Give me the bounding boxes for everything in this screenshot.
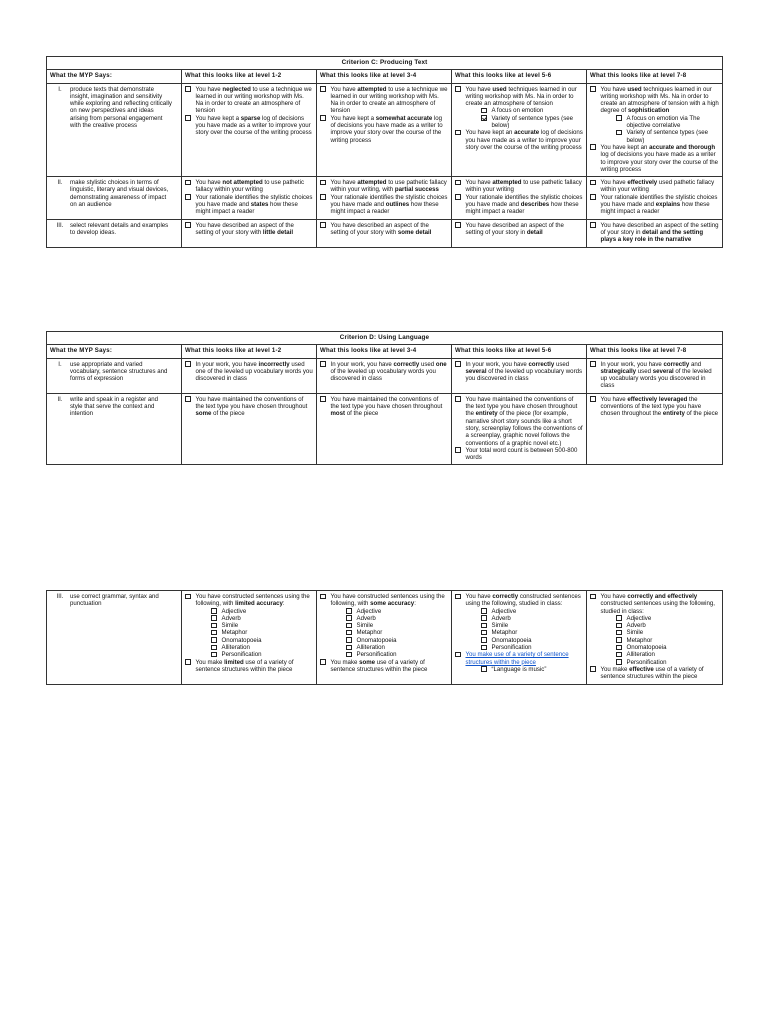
checklist-item [455,666,583,673]
checkbox-icon[interactable] [455,222,461,228]
checkbox-icon[interactable] [481,645,487,651]
strand-text: select relevant details and examples to develop ideas. [70,221,169,236]
checklist-item [455,608,583,615]
level-cell [452,177,587,219]
criterion-description [47,393,182,465]
checklist-text: Personification [221,651,262,659]
checklist-text: Adjective [356,607,382,615]
checkbox-icon[interactable] [320,180,326,186]
level-cell [182,219,317,247]
criterion-description [47,177,182,219]
criterion-c-table [46,56,723,248]
checkbox-icon[interactable] [211,615,217,621]
checklist-item [320,179,448,194]
checkbox-icon[interactable] [616,659,622,665]
checklist-text: You have used techniques learned in our writing workshop with Ms. Na in order to create an atmosphere of tension [465,85,577,108]
checklist-text: Personification [626,658,667,666]
checkbox-icon[interactable] [481,108,487,114]
checkbox-icon[interactable] [590,666,596,672]
checklist-text: You have described an aspect of the setting of your story with some detail [330,221,432,236]
checklist-item [185,615,313,622]
checklist-item [455,629,583,636]
level-cell [182,591,317,685]
checkbox-icon[interactable] [185,222,191,228]
checklist-text: You have kept a sparse log of decisions you have made as a writer to improve your story over the course of the writing process [195,114,312,137]
table-row [47,358,723,393]
checkbox-icon[interactable] [481,666,487,672]
checklist-item [590,194,719,216]
checklist-text: Personification [356,651,397,659]
checklist-text: Personification [491,644,532,652]
checklist-text: Alliteration [626,651,655,659]
checkbox-icon[interactable] [346,637,352,643]
checklist-text: You have correctly and effectively constructed sentences using the following, studied in class: [600,593,715,615]
checklist-item [455,644,583,651]
table-title: Criterion C: Producing Text [47,57,723,70]
criterion-description [47,358,182,393]
checkbox-icon[interactable] [185,86,191,92]
checkbox-icon[interactable] [616,115,622,121]
checkbox-icon[interactable] [185,194,191,200]
checklist-item [590,593,719,615]
checklist-item [185,194,313,216]
table-row [47,83,723,177]
checklist-item [455,622,583,629]
checklist-text: You make limited use of a variety of sentence structures within the piece [195,658,294,673]
checkbox-icon[interactable] [481,608,487,614]
checklist-item [320,622,448,629]
checkbox-icon[interactable] [320,222,326,228]
criterion-d-table [46,331,723,465]
strand-number: III. [56,593,64,600]
level-cell [182,393,317,465]
level-cell [587,219,723,247]
checkbox-icon[interactable] [346,615,352,621]
checklist-text: You have not attempted to use pathetic fallacy within your writing [195,179,305,194]
checklist-text: Adverb [356,614,376,622]
strand-text: use appropriate and varied vocabulary, sentence structures and forms of expression [70,360,168,383]
checklist-item [185,644,313,651]
checkbox-icon[interactable] [185,180,191,186]
checklist-item [320,593,448,608]
table-row [47,177,723,219]
level-cell [317,83,452,177]
checklist-item [185,115,313,137]
checklist-item [455,637,583,644]
checklist-item [590,361,719,390]
checkbox-icon[interactable] [616,630,622,636]
checklist-text: You have described an aspect of the setting of your story with little detail [195,221,294,236]
checkbox-icon[interactable] [481,623,487,629]
checkbox-icon[interactable] [211,652,217,658]
checkbox-icon[interactable] [185,594,191,600]
checklist-item [455,593,583,608]
checklist-text: In your work, you have incorrectly used one of the leveled up vocabulary words you discovered in class [195,360,313,383]
criterion-description [47,83,182,177]
checklist-item [455,615,583,622]
checkbox-icon[interactable] [616,623,622,629]
table-row [47,393,723,465]
checkbox-icon[interactable] [346,630,352,636]
checklist-text: Simile [356,622,374,630]
checklist-item [320,115,448,144]
checklist-text: Your rationale identifies the stylistic choices you have made and states how these might impact a reader [195,193,313,216]
level-cell [317,591,452,685]
checklist-item [590,129,719,144]
checklist-item [590,637,719,644]
checklist-text: Adverb [491,614,511,622]
checklist-item [590,651,719,658]
checklist-item [455,651,583,666]
checkbox-icon[interactable] [455,180,461,186]
checklist-item [320,222,448,237]
checklist-text: Alliteration [221,644,250,652]
checklist-item [455,179,583,194]
checkbox-icon[interactable] [211,645,217,651]
column-header: What this looks like at level 5-6 [452,70,587,83]
checklist-text: Metaphor [221,629,248,637]
checklist-text: You have maintained the conventions of the text type you have chosen throughout the entirety of the piece (for example, narrative short story sounds like a short story, screenplay follows the conventions of a screenplay, graphic novel follows the conventions of a graphic novel etc.) [465,395,583,447]
level-cell [452,393,587,465]
checklist-item [185,593,313,608]
checklist-text: “Language is music” [491,665,547,673]
checklist-item [590,615,719,622]
checklist-item [455,129,583,151]
checklist-item [185,651,313,658]
checkbox-icon[interactable] [590,361,596,367]
checklist-item [320,644,448,651]
checklist-item [590,622,719,629]
table-row [47,219,723,247]
level-cell [587,393,723,465]
checkbox-icon[interactable] [346,623,352,629]
criterion-d-continued-table [46,590,723,685]
checklist-text: You have described an aspect of the setting of your story in detail and the setting plays a key role in the narrative [600,221,719,244]
checklist-text: A focus on emotion via The objective correlative [626,114,700,130]
checklist-item [590,115,719,130]
column-header: What this looks like at level 1-2 [182,70,317,83]
level-cell [587,591,723,685]
checkbox-icon[interactable] [616,130,622,136]
level-cell [452,83,587,177]
strand-number: II. [57,179,63,187]
checkbox-icon[interactable] [455,396,461,402]
checkbox-icon[interactable] [455,194,461,200]
checkbox-icon[interactable] [590,86,596,92]
column-header: What the MYP Says: [47,70,182,83]
checklist-text: You have constructed sentences using the following, with limited accuracy: [195,593,310,608]
checkbox-icon[interactable] [346,645,352,651]
checkbox-icon[interactable] [455,652,461,658]
checkbox-icon[interactable] [211,637,217,643]
level-cell [317,358,452,393]
checklist-item [590,86,719,115]
checklist-text: Metaphor [491,629,518,637]
checklist-item [455,107,583,114]
checklist-item [590,144,719,173]
checklist-text: You make use of a variety of sentence structures within the piece [465,651,569,666]
level-cell [182,358,317,393]
checklist-text: Simile [626,629,644,637]
checklist-item [320,629,448,636]
checkbox-icon[interactable] [616,652,622,658]
column-header: What this looks like at level 5-6 [452,345,587,358]
checkbox-icon[interactable] [481,637,487,643]
strand-number: I. [58,360,62,368]
checklist-text: Adverb [221,614,241,622]
checklist-text: Adjective [491,607,517,615]
criterion-description [47,219,182,247]
checkbox-icon[interactable] [481,615,487,621]
checklist-item [320,659,448,674]
checklist-item [590,666,719,681]
checklist-item [320,396,448,418]
checklist-text: Onomatopoeia [491,636,532,644]
level-cell [452,219,587,247]
checklist-item [185,179,313,194]
checkbox-icon[interactable] [320,659,326,665]
strand-text: make stylistic choices in terms of linguistic, literary and visual devices, demonstrating awareness of impact on an audience [70,179,169,209]
level-cell [452,591,587,685]
checkbox-icon[interactable] [346,608,352,614]
column-header: What this looks like at level 1-2 [182,345,317,358]
checklist-text: In your work, you have correctly used several of the leveled up vocabulary words you discovered in class [465,360,583,383]
level-cell [587,83,723,177]
checklist-text: A focus on emotion [491,107,544,115]
checklist-text: Onomatopoeia [356,636,397,644]
checklist-item [185,396,313,418]
checklist-text: Variety of sentence types (see below) [491,114,574,130]
checklist-item [455,222,583,237]
checklist-text: Adjective [221,607,247,615]
checkbox-icon[interactable] [616,645,622,651]
level-cell [317,393,452,465]
checklist-item [455,447,583,462]
checkbox-icon[interactable] [616,637,622,643]
checklist-text: You have kept an accurate log of decisions you have made as a writer to improve your story over the course of the writing process [465,129,583,151]
checklist-item [320,194,448,216]
checkbox-icon[interactable] [590,180,596,186]
checklist-text: Simile [491,622,509,630]
checklist-item [320,86,448,115]
checklist-text: Onomatopoeia [221,636,262,644]
checklist-text: Adjective [626,614,652,622]
checklist-item [185,608,313,615]
checklist-item [320,361,448,383]
checklist-text: Metaphor [626,636,653,644]
checklist-text: You have used techniques learned in our writing workshop with Ms. Na in order to create an atmosphere of tension with a high degree of sophistication [600,85,719,115]
checklist-text: You make effective use of a variety of sentence structures within the piece [600,665,704,681]
checklist-item [320,651,448,658]
table-row [47,591,723,685]
checklist-item [455,396,583,447]
checklist-text: Metaphor [356,629,383,637]
checklist-text: You have described an aspect of the setting of your story in detail [465,221,564,236]
checkbox-icon[interactable] [455,130,461,136]
checkbox-icon[interactable] [185,659,191,665]
column-header: What this looks like at level 7-8 [587,70,723,83]
checklist-text: You have kept a somewhat accurate log of decisions you have made as a writer to improve your story over the course of the writing process [330,114,443,144]
checked-checkbox-icon[interactable] [481,115,487,121]
checkbox-icon[interactable] [590,144,596,150]
checklist-item [185,629,313,636]
checkbox-icon[interactable] [185,115,191,121]
table-title: Criterion D: Using Language [47,332,723,345]
checklist-item [590,629,719,636]
checklist-item [590,179,719,194]
checklist-text: Your rationale identifies the stylistic choices you have made and describes how these might impact a reader [465,193,583,216]
checklist-text: You have maintained the conventions of the text type you have chosen throughout some of the piece [195,395,308,418]
checkbox-icon[interactable] [211,623,217,629]
strand-number: III. [56,221,64,229]
checkbox-icon[interactable] [320,115,326,121]
checklist-item [185,222,313,237]
checkbox-icon[interactable] [616,615,622,621]
level-cell [587,177,723,219]
checkbox-icon[interactable] [455,86,461,92]
checklist-item [185,622,313,629]
checklist-item [185,659,313,674]
checklist-text: You have effectively used pathetic fallacy within your writing [600,179,715,194]
checklist-item [185,361,313,383]
checklist-text: Variety of sentence types (see below) [626,129,709,144]
checklist-text: You have correctly constructed sentences using the following, studied in class: [465,593,581,608]
checklist-item [185,637,313,644]
strand-number: II. [57,395,63,403]
level-cell [182,177,317,219]
strand-text: produce texts that demonstrate insight, imagination and sensitivity while exploring and reflecting critically on new perspectives and ideas arising from personal engagement with the creative process [70,85,172,130]
checkbox-icon[interactable] [320,86,326,92]
checkbox-icon[interactable] [211,608,217,614]
checkbox-icon[interactable] [455,447,461,453]
checklist-text: In your work, you have correctly and strategically used several of the leveled up vocabulary words you discovered in class [600,360,712,390]
checkbox-icon[interactable] [590,222,596,228]
checklist-text: Your total word count is between 500-800 words [465,446,578,462]
checkbox-icon[interactable] [590,594,596,600]
checkbox-icon[interactable] [320,361,326,367]
checklist-text: You have attempted to use pathetic fallacy within your writing, with partial success [330,179,447,194]
column-header: What this looks like at level 3-4 [317,70,452,83]
checklist-text: You make some use of a variety of sentence structures within the piece [330,658,428,673]
level-cell [587,358,723,393]
checklist-item [455,86,583,108]
checklist-text: You have attempted to use a technique we learned in our writing workshop with Ms. Na in order to create an atmosphere of tension [330,85,448,115]
checklist-item [590,644,719,651]
checklist-item [185,86,313,115]
checklist-text: Simile [221,622,239,630]
checklist-text: Onomatopoeia [626,644,667,652]
checklist-item [590,396,719,418]
checklist-text: Your rationale identifies the stylistic choices you have made and explains how these might impact a reader [600,193,718,216]
checklist-text: You have constructed sentences using the following, with some accuracy: [330,593,445,608]
criterion-description [47,591,182,685]
checkbox-icon[interactable] [320,594,326,600]
checkbox-icon[interactable] [211,630,217,636]
checkbox-icon[interactable] [455,594,461,600]
checklist-item [455,115,583,130]
level-cell [317,177,452,219]
checklist-item [455,361,583,383]
checklist-text: Your rationale identifies the stylistic choices you have made and outlines how these might impact a reader [330,193,448,216]
checklist-item [320,637,448,644]
checklist-item [590,659,719,666]
strand-text: use correct grammar, syntax and punctuation [70,593,159,608]
checklist-text: Alliteration [356,644,385,652]
checklist-text: In your work, you have correctly used one of the leveled up vocabulary words you discovered in class [330,360,447,383]
column-header: What this looks like at level 3-4 [317,345,452,358]
checklist-item [455,194,583,216]
strand-number: I. [58,85,62,93]
checklist-text: You have kept an accurate and thorough log of decisions you have made as a writer to improve your story over the course of the writing process [600,143,719,173]
checkbox-icon[interactable] [590,396,596,402]
checkbox-icon[interactable] [590,194,596,200]
checklist-text: You have maintained the conventions of the text type you have chosen throughout most of the piece [330,395,443,418]
checklist-item [320,615,448,622]
checklist-text: You have effectively leveraged the conventions of the text type you have chosen throughout the entirety of the piece [600,395,719,418]
checkbox-icon[interactable] [455,361,461,367]
checklist-text: Adverb [626,622,646,630]
level-cell [182,83,317,177]
level-cell [452,358,587,393]
level-cell [317,219,452,247]
checkbox-icon[interactable] [346,652,352,658]
checkbox-icon[interactable] [320,194,326,200]
checklist-text: You have attempted to use pathetic fallacy within your writing [465,179,582,194]
checklist-item [590,222,719,244]
checklist-text: You have neglected to use a technique we learned in our writing workshop with Ms. Na in order to create an atmosphere of tension [195,85,312,115]
checkbox-icon[interactable] [481,630,487,636]
column-header: What this looks like at level 7-8 [587,345,723,358]
checkbox-icon[interactable] [185,361,191,367]
strand-text: write and speak in a register and style that serve the context and intention [70,395,159,418]
checkbox-icon[interactable] [320,396,326,402]
checkbox-icon[interactable] [185,396,191,402]
column-header: What the MYP Says: [47,345,182,358]
checklist-item [320,608,448,615]
